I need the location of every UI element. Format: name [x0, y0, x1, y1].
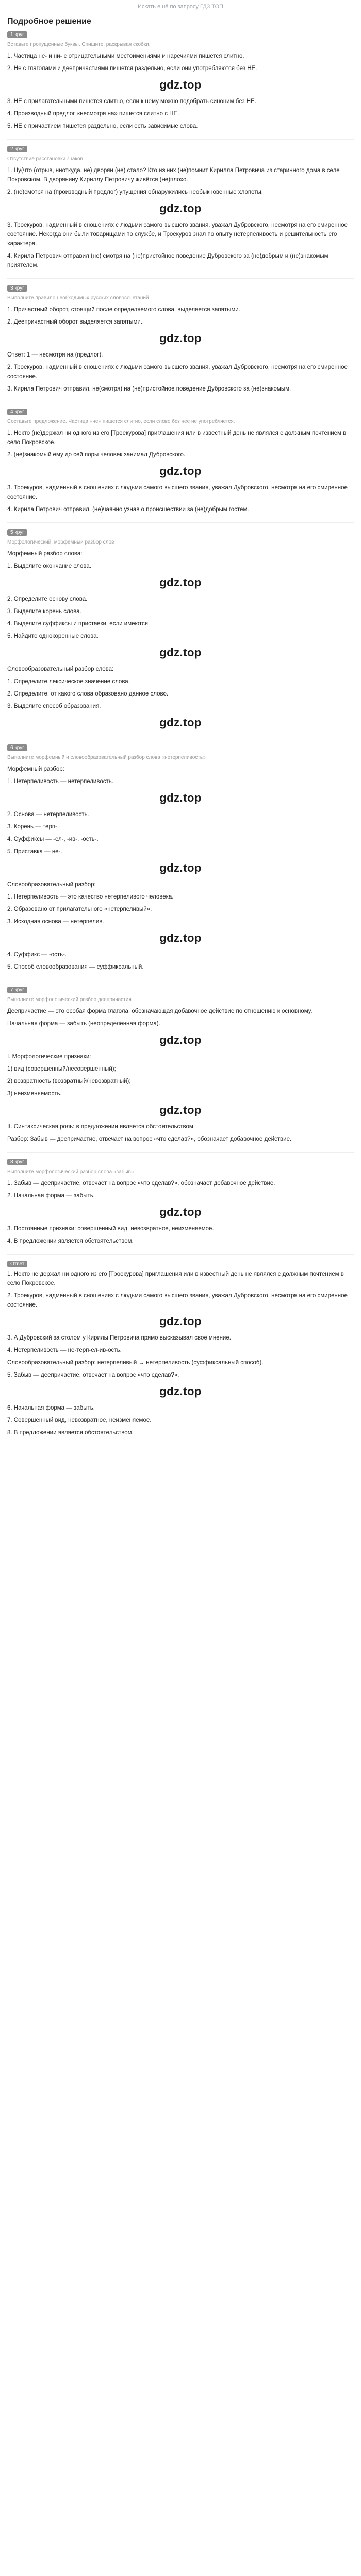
section-divider: [7, 522, 354, 523]
task-tag: 7 круг: [7, 987, 27, 993]
watermark-logo: gdz.top: [159, 861, 202, 874]
section-divider: [7, 139, 354, 140]
watermark-logo: gdz.top: [159, 1206, 202, 1218]
watermark-logo: gdz.top: [159, 1315, 202, 1328]
task-line: 3. Троекуров, надменный в сношениях с людьми самого высшего звания, уважал Дубровского, несмотря на его смиренное состояние.: [7, 485, 348, 500]
task-hint: Морфологический, морфемный разбор слов: [7, 539, 114, 545]
watermark-logo: gdz.top: [159, 78, 202, 91]
task-hint: Выполните морфологический разбор деепричастия: [7, 997, 132, 1003]
task-tag: 4 круг: [7, 409, 27, 415]
task-line: 4. Кирила Петрович отправил, (не)чаянно узнав о происшествии за (не)добрым гостем.: [7, 506, 249, 513]
task-line: Словообразовательный разбор: нетерпеливый → нетерпеливость (суффиксальный способ).: [7, 1360, 264, 1366]
task-line: 2. Определите, от какого слова образовано данное слово.: [7, 691, 169, 697]
task-hint: Выполните правило необходимых русских словосочетаний: [7, 295, 149, 301]
watermark-logo: gdz.top: [159, 1104, 202, 1116]
task-line: 1. Забыв — деепричастие, отвечает на вопрос «что сделав?», обозначает добавочное действие.: [7, 1180, 275, 1187]
task-tag: 8 круг: [7, 1159, 27, 1165]
watermark-logo: gdz.top: [159, 1385, 202, 1398]
task-line: 4. Кирила Петрович отправил (не) смотря на (не)пристойное поведение Дубровского за (не)добрым и (не)знакомым приятелем.: [7, 253, 329, 268]
task-hint: Составьте предложение. Частица «не» пишется слитно, если слово без неё не употребляется.: [7, 419, 235, 425]
task-section: [7, 1259, 354, 1437]
task-tag: 2 круг: [7, 146, 27, 152]
task-line: 4. Суффикс — -ость-.: [7, 952, 67, 958]
task-hint: Отсутствие расстановки знаков: [7, 156, 83, 162]
task-line: 5. НЕ с причастием пишется раздельно, если есть зависимые слова.: [7, 123, 198, 129]
task-line: 1. Выделите окончание слова.: [7, 563, 91, 569]
task-hint: Вставьте пропущенные буквы. Спишите, раскрывая скобки.: [7, 42, 151, 47]
task-section: [7, 985, 354, 1144]
section-divider: [7, 1254, 354, 1255]
task-line: 1. Причастный оборот, стоящий после определяемого слова, выделяется запятыми.: [7, 307, 240, 313]
task-line: 1. Частица не- и ни- с отрицательными местоимениями и наречиями пишется слитно.: [7, 53, 244, 59]
task-line: 2. Основа — нетерпеливость.: [7, 811, 89, 818]
watermark-logo: gdz.top: [159, 716, 202, 729]
watermark-logo: gdz.top: [159, 931, 202, 944]
task-section: [7, 742, 354, 972]
task-section: [7, 29, 354, 131]
task-line: 2. Не с глаголами и деепричастиями пишется раздельно, если они употребляются без НЕ.: [7, 65, 257, 72]
task-line: 3) неизменяемость.: [7, 1091, 62, 1097]
task-line: 4. Выделите суффиксы и приставки, если имеются.: [7, 621, 150, 627]
watermark-logo: gdz.top: [159, 576, 202, 589]
task-line: 3. Исходная основа — нетерпелив.: [7, 919, 104, 925]
task-line: 3. А Дубровский за столом у Кирилы Петровича прямо высказывал своё мнение.: [7, 1335, 231, 1341]
task-line: 5. Способ словообразования — суффиксальный.: [7, 964, 144, 970]
task-line: Ответ: 1 — несмотря на (предлог).: [7, 352, 103, 358]
task-line: 2. Начальная форма — забыть.: [7, 1193, 95, 1199]
section-divider: [7, 1152, 354, 1153]
task-line: Морфемный разбор:: [7, 766, 64, 772]
task-line: 2. Троекуров, надменный в сношениях с людьми самого высшего звания, уважал Дубровского, несмотря на его смиренное состояние.: [7, 1293, 348, 1308]
task-line: 2. Деепричастный оборот выделяется запятыми.: [7, 319, 142, 325]
task-section: [7, 527, 354, 730]
task-line: 1. Ну(что (отрыв, ниоткуда, не) дворян (не) стало? Кто из них (не)помнит Кирилла Петровича из старинного дома в селе Покровском. В дворянину Кириллу Петровичу живётся (не)плохо.: [7, 167, 340, 183]
task-line: 4. Суффиксы — -ел-, -ив-, -ость-.: [7, 836, 99, 842]
task-line: 1. Нетерпеливость — нетерпеливость.: [7, 778, 113, 785]
task-tag: 3 круг: [7, 285, 27, 292]
search-more-link[interactable]: Искать ещё по запросу ГДЗ ТОП: [137, 4, 224, 10]
task-line: I. Морфологические признаки:: [7, 1054, 91, 1060]
task-line: 5. Найдите однокоренные слова.: [7, 633, 99, 639]
task-line: 2. (не)знакомый ему до сей поры человек занимал Дубровского.: [7, 452, 186, 458]
task-line: 1. Определите лексическое значение слова.: [7, 679, 130, 685]
task-line: 1) вид (совершенный/несовершенный);: [7, 1066, 116, 1072]
task-line: 3. Корень — терп-.: [7, 824, 59, 830]
task-tag: Ответ: [7, 1261, 27, 1267]
watermark-logo: gdz.top: [159, 791, 202, 804]
task-line: Словообразовательный разбор слова:: [7, 666, 114, 672]
watermark-logo: gdz.top: [159, 332, 202, 345]
task-line: 2. (не)смотря на (производный предлог) упущения обнаружились необыкновенные хлопоты.: [7, 189, 263, 195]
task-section: [7, 283, 354, 394]
task-line: Начальная форма — забыть (неопределённая форма).: [7, 1021, 160, 1027]
task-section: [7, 144, 354, 270]
task-line: 8. В предложении является обстоятельством.: [7, 1430, 134, 1436]
task-line: 1. Некто (не)держал ни одного из его [Троекурова] приглашения или в известный день не являлся с должным почтением в село Покровское.: [7, 430, 347, 446]
task-line: 3. Троекуров, надменный в сношениях с людьми самого высшего звания, уважал Дубровского, несмотря на его смиренное состояние. Некогда они были товарищами по службе, и Троекуров знал по опыту нетерпеливость и решительность его характера.: [7, 222, 348, 247]
task-line: Деепричастие — это особая форма глагола, обозначающая добавочное действие по отношению к основному.: [7, 1008, 313, 1014]
watermark-logo: gdz.top: [159, 1033, 202, 1046]
task-line: 3. Постоянные признаки: совершенный вид, невозвратное, неизменяемое.: [7, 1226, 214, 1232]
watermark-logo: gdz.top: [159, 202, 202, 215]
task-line: 4. Производный предлог «несмотря на» пишется слитно с НЕ.: [7, 111, 179, 117]
task-section: [7, 406, 354, 514]
solution-content: [0, 29, 361, 2576]
task-line: 2) возвратность (возвратный/невозвратный);: [7, 1078, 131, 1084]
task-line: 4. Нетерпеливость — не-терп-ел-ив-ость.: [7, 1347, 122, 1353]
task-line: 7. Совершенный вид, невозвратное, неизменяемое.: [7, 1417, 152, 1423]
watermark-logo: gdz.top: [159, 646, 202, 659]
task-line: 4. В предложении является обстоятельством.: [7, 1238, 134, 1244]
task-line: Морфемный разбор слова:: [7, 551, 83, 557]
task-line: Словообразовательный разбор:: [7, 882, 96, 888]
task-line: 3. Выделите способ образования.: [7, 703, 101, 709]
task-line: 2. Образовано от прилагательного «нетерпеливый».: [7, 906, 152, 912]
section-divider: [7, 278, 354, 279]
task-line: 2. Троекуров, надменный в сношениях с людьми самого высшего звания, уважал Дубровского, несмотря на его смиренное состояние.: [7, 364, 348, 380]
solution-title: Подробное решение: [7, 17, 91, 26]
task-line: Разбор: Забыв — деепричастие, отвечает на вопрос «что сделав?», обозначает добавочное действие.: [7, 1136, 292, 1142]
task-hint: Выполните морфемный и словообразовательный разбор слова «нетерпеливость»: [7, 755, 206, 760]
task-line: II. Синтаксическая роль: в предложении является обстоятельством.: [7, 1124, 195, 1130]
task-tag: 5 круг: [7, 529, 27, 536]
task-line: 3. НЕ с прилагательными пишется слитно, если к нему можно подобрать синоним без НЕ.: [7, 98, 256, 105]
task-line: 2. Определите основу слова.: [7, 596, 88, 602]
task-line: 1. Некто не держал ни одного из его [Троекурова] приглашения или в известный день не являлся с должным почтением в село Покровское.: [7, 1271, 344, 1286]
task-hint: Выполните морфологический разбор слова «забыв»: [7, 1169, 134, 1175]
task-line: 6. Начальная форма — забыть.: [7, 1405, 95, 1411]
task-line: 5. Забыв — деепричастие, отвечает на вопрос «что сделав?».: [7, 1372, 179, 1378]
task-line: 1. Нетерпеливость — это качество нетерпеливого человека.: [7, 894, 174, 900]
task-section: [7, 1157, 354, 1246]
task-line: 5. Приставка — не-.: [7, 849, 62, 855]
task-tag: 6 круг: [7, 744, 27, 751]
watermark-logo: gdz.top: [159, 465, 202, 478]
task-tag: 1 круг: [7, 31, 27, 38]
task-line: 3. Выделите корень слова.: [7, 608, 81, 615]
task-line: 3. Кирила Петрович отправил, не(смотря) на (не)пристойное поведение Дубровского за (не)знакомым.: [7, 386, 291, 392]
